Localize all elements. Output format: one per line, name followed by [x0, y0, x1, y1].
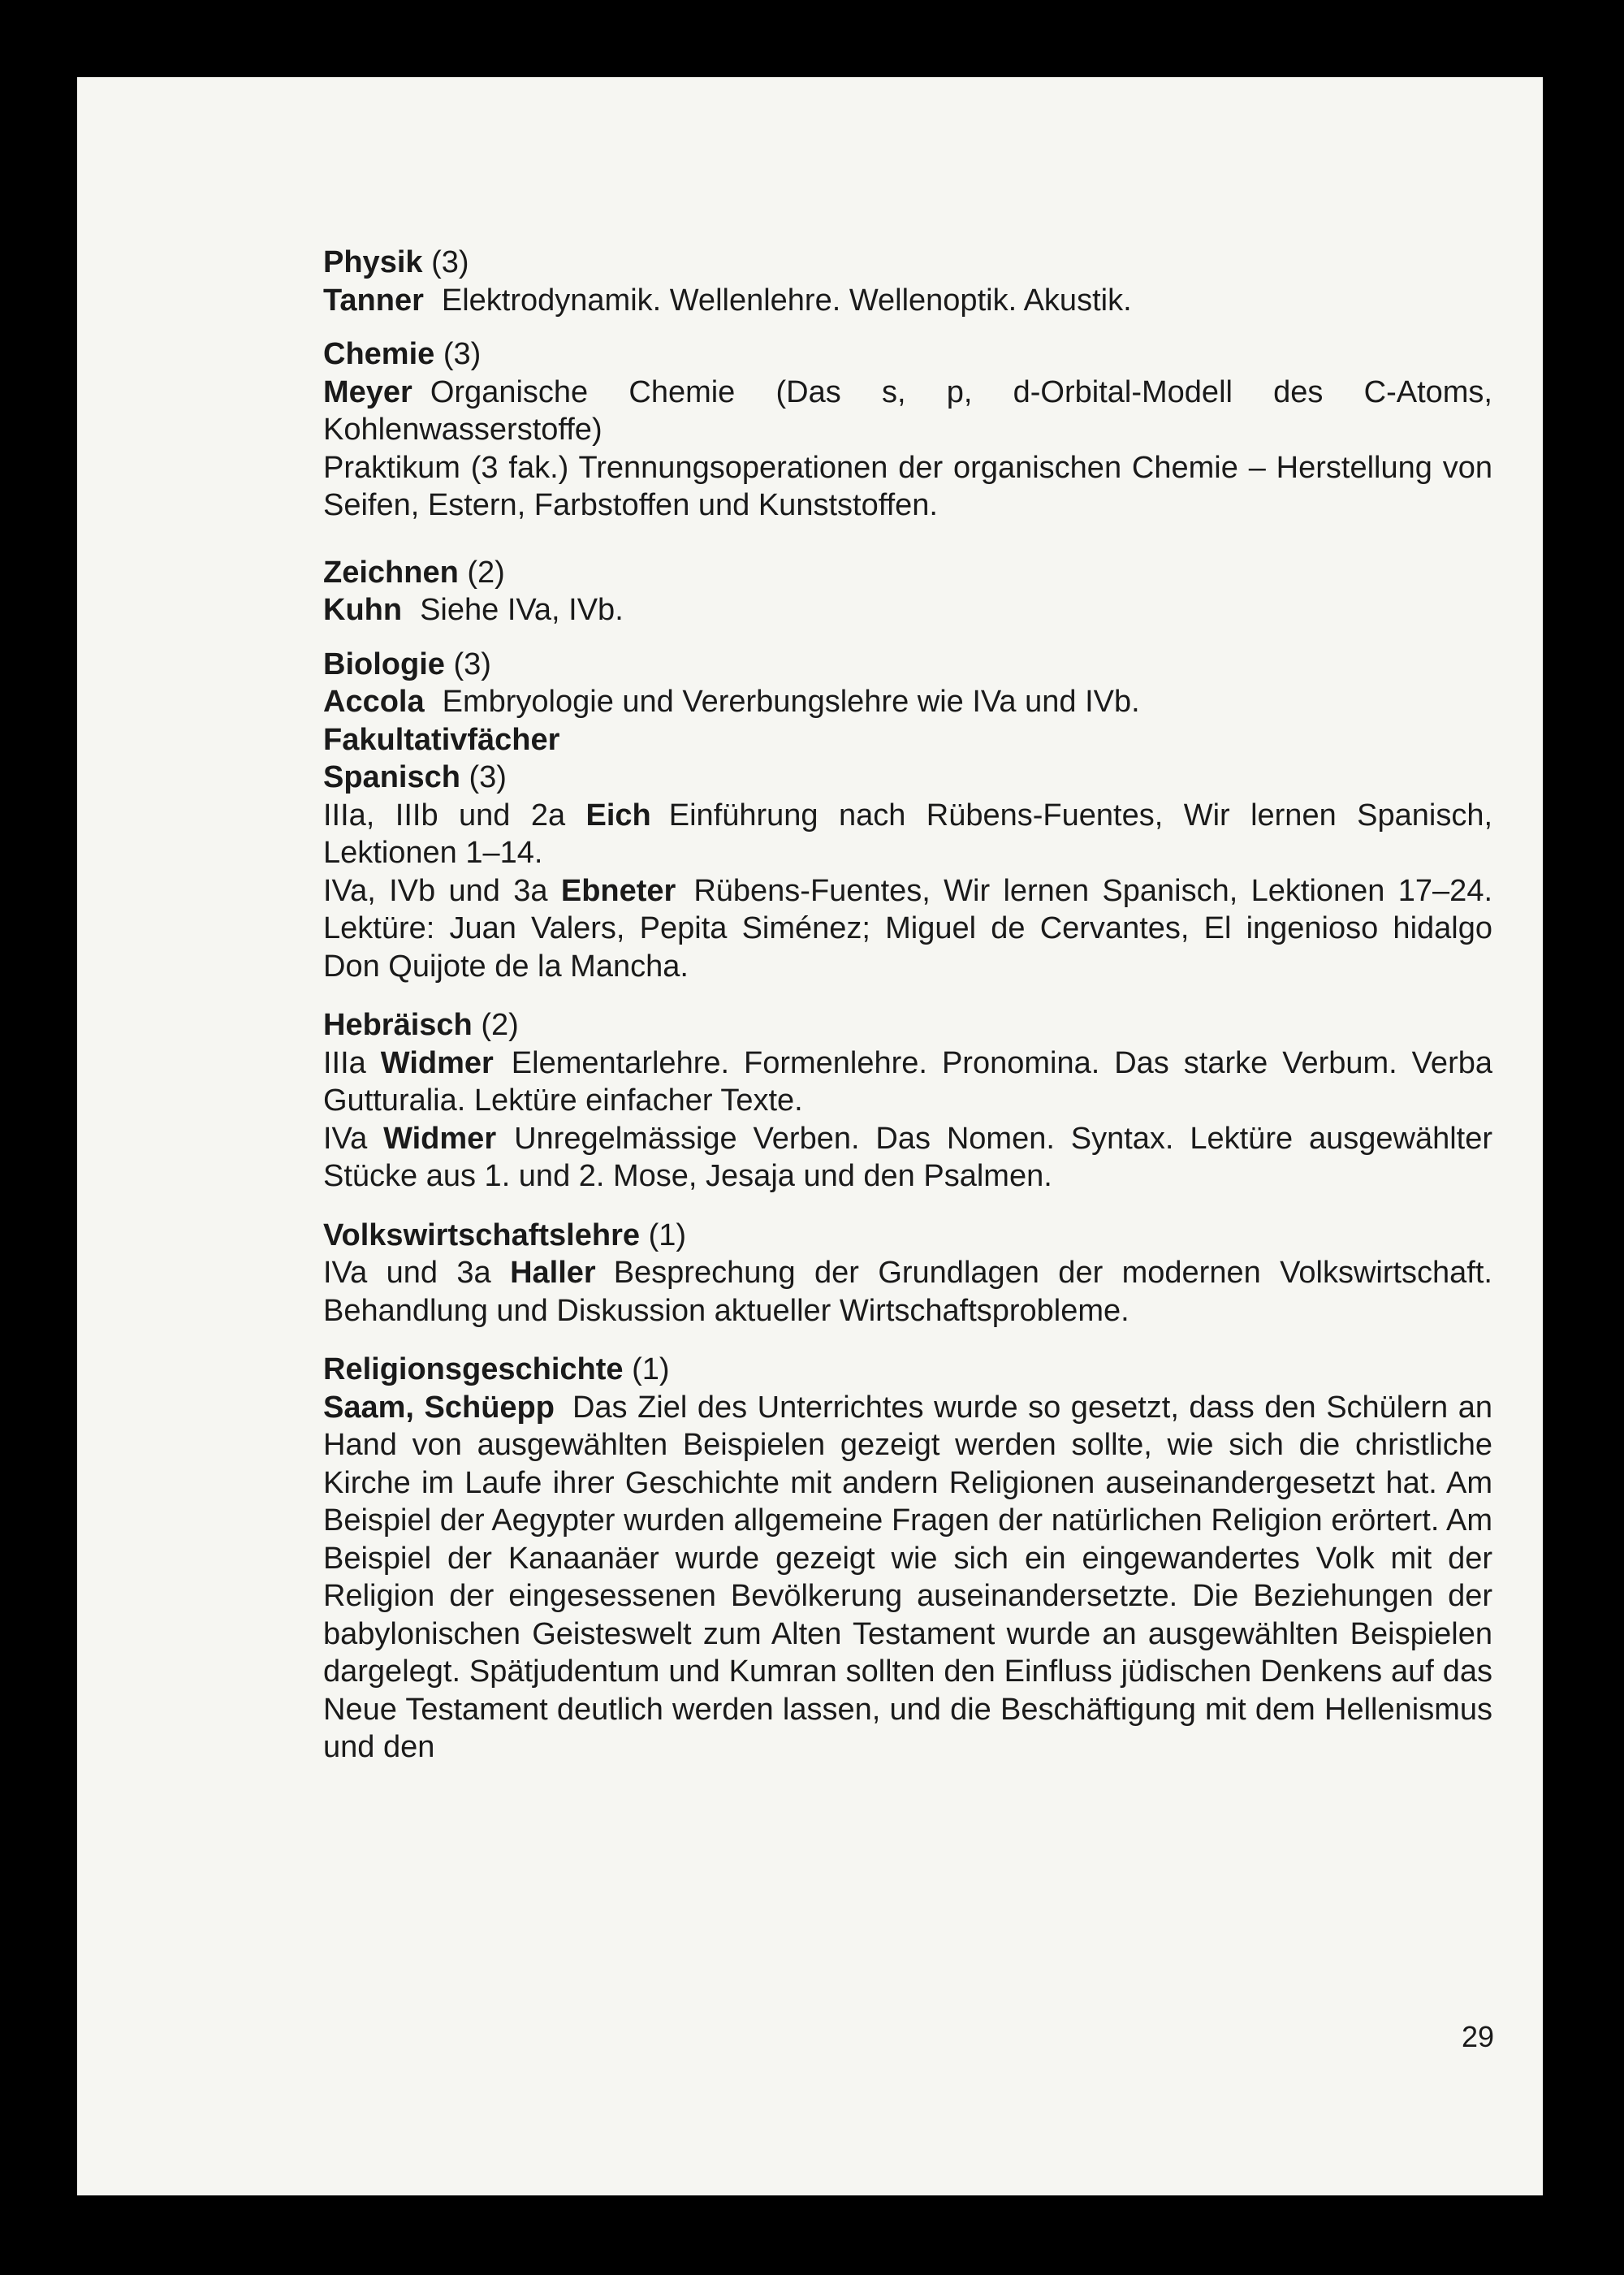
subject-entry [323, 1254, 1492, 1330]
entry-text: Siehe IVa, IVb. [420, 593, 624, 627]
entry-text: Organische Chemie (Das s, p, d-Orbital-Modell des C-Atoms, Kohlenwasserstoffe) [323, 374, 1492, 447]
subject-entry [323, 591, 1492, 629]
entry-classes: IIIa [323, 1045, 366, 1080]
subject-zeichnen [323, 554, 1492, 629]
page-content [323, 244, 1492, 1767]
entry-text: Besprechung der Grundlagen der modernen Volkswirtschaft. Behandlung und Diskussion aktueller Wirtschaftsprobleme. [323, 1256, 1492, 1328]
subject-hours: (3) [453, 647, 491, 681]
document-page [77, 77, 1543, 2195]
entry-text: Praktikum (3 fak.) Trennungsoperationen der organischen Chemie – Herstellung von Seifen, Estern, Farbstoffen und Kunststoffen. [323, 450, 1492, 522]
subject-hours: (2) [481, 1008, 519, 1042]
entry-text: Das Ziel des Unterrichtes wurde so gesetzt, dass den Schülern an Hand von ausgewählten Beispielen gezeigt werden sollte, wie sich die christliche Kirche im Laufe ihrer Geschichte mit andern Religionen auseinandergesetzt hat. Am Beispiel der Aegypter wurden allgemeine Fragen der natürlichen Religion erörtert. Am Beispiel der Kanaanäer wurde gezeigt wie sich ein eingewandertes Volk mit der Religion der eingesessenen Bevölkerung auseinandersetzte. Die Beziehungen der babylonischen Geisteswelt zum Alten Testament wurde an ausgewählten Beispielen dargelegt. Spätjudentum und Kumran sollten den Einfluss jüdischen Denkens auf das Neue Testament deutlich werden lassen, und die Beschäftigung mit dem Hellenismus und den [323, 1390, 1492, 1764]
subject-name: Chemie [323, 337, 435, 371]
subject-hours: (2) [467, 555, 505, 590]
teacher-name: Eich [585, 798, 651, 833]
subject-biologie [323, 646, 1492, 721]
entry-text: Unregelmässige Verben. Das Nomen. Syntax. Lektüre ausgewählter Stücke aus 1. und 2. Mose, Jesaja und den Psalmen. [323, 1121, 1492, 1193]
subject-entry [323, 797, 1492, 872]
section-title: Fakultativfächer [323, 722, 560, 757]
teacher-name: Tanner [323, 283, 424, 318]
entry-classes: IVa [323, 1121, 368, 1156]
entry-text: Elektrodynamik. Wellenlehre. Wellenoptik. Akustik. [441, 283, 1132, 318]
subject-heading [323, 335, 1492, 374]
subject-heading [323, 1351, 1492, 1389]
teacher-name: Accola [323, 685, 425, 719]
entry-text: Embryologie und Vererbungslehre wie IVa und IVb. [442, 685, 1140, 719]
teacher-name: Meyer [323, 374, 412, 409]
subject-heading [323, 554, 1492, 592]
subject-entry [323, 374, 1492, 449]
subject-name: Religionsgeschichte [323, 1352, 624, 1386]
subject-entry [323, 1045, 1492, 1120]
subject-heading [323, 1217, 1492, 1255]
subject-entry [323, 449, 1492, 525]
teacher-name: Kuhn [323, 593, 403, 627]
subject-name: Physik [323, 245, 423, 279]
subject-hours: (3) [443, 337, 482, 371]
subject-physik [323, 244, 1492, 319]
subject-name: Hebräisch [323, 1008, 473, 1042]
subject-heading [323, 759, 1492, 797]
teacher-name: Widmer [380, 1045, 494, 1080]
subject-entry [323, 1120, 1492, 1196]
subject-religionsgeschichte [323, 1351, 1492, 1767]
teacher-name: Saam, Schüepp [323, 1390, 555, 1425]
subject-entry [323, 872, 1492, 986]
subject-hebraeisch [323, 1006, 1492, 1196]
subject-name: Spanisch [323, 760, 460, 794]
subject-heading [323, 646, 1492, 684]
page-number: 29 [1461, 2020, 1494, 2053]
subject-hours: (3) [469, 760, 507, 794]
entry-text: Rübens-Fuentes, Wir lernen Spanisch, Lektionen 17–24. Lektüre: Juan Valers, Pepita Siménez; Miguel de Cervantes, El ingenioso hidalgo Don Quijote de la Mancha. [323, 873, 1493, 984]
teacher-name: Widmer [383, 1121, 497, 1156]
entry-text: Elementarlehre. Formenlehre. Pronomina. Das starke Verbum. Verba Gutturalia. Lektüre einfacher Texte. [323, 1045, 1492, 1118]
subject-name: Volkswirtschaftslehre [323, 1218, 641, 1252]
subject-hours: (3) [431, 245, 469, 279]
teacher-name: Haller [510, 1256, 596, 1290]
subject-volkswirtschaftslehre [323, 1217, 1492, 1330]
entry-classes: IVa und 3a [323, 1256, 491, 1290]
subject-spanisch [323, 759, 1492, 985]
subject-hours: (1) [632, 1352, 670, 1386]
subject-entry [323, 683, 1492, 721]
entry-classes: IIIa, IIIb und 2a [323, 798, 566, 833]
subject-heading [323, 1006, 1492, 1045]
subject-hours: (1) [648, 1218, 687, 1252]
subject-heading [323, 244, 1492, 282]
subject-chemie [323, 335, 1492, 525]
entry-text: Einführung nach Rübens-Fuentes, Wir lernen Spanisch, Lektionen 1–14. [323, 798, 1493, 870]
entry-classes: IVa, IVb und 3a [323, 873, 548, 908]
subject-entry [323, 282, 1492, 320]
teacher-name: Ebneter [560, 873, 676, 908]
subject-name: Biologie [323, 647, 445, 681]
subject-entry [323, 1389, 1492, 1767]
subject-name: Zeichnen [323, 555, 459, 590]
